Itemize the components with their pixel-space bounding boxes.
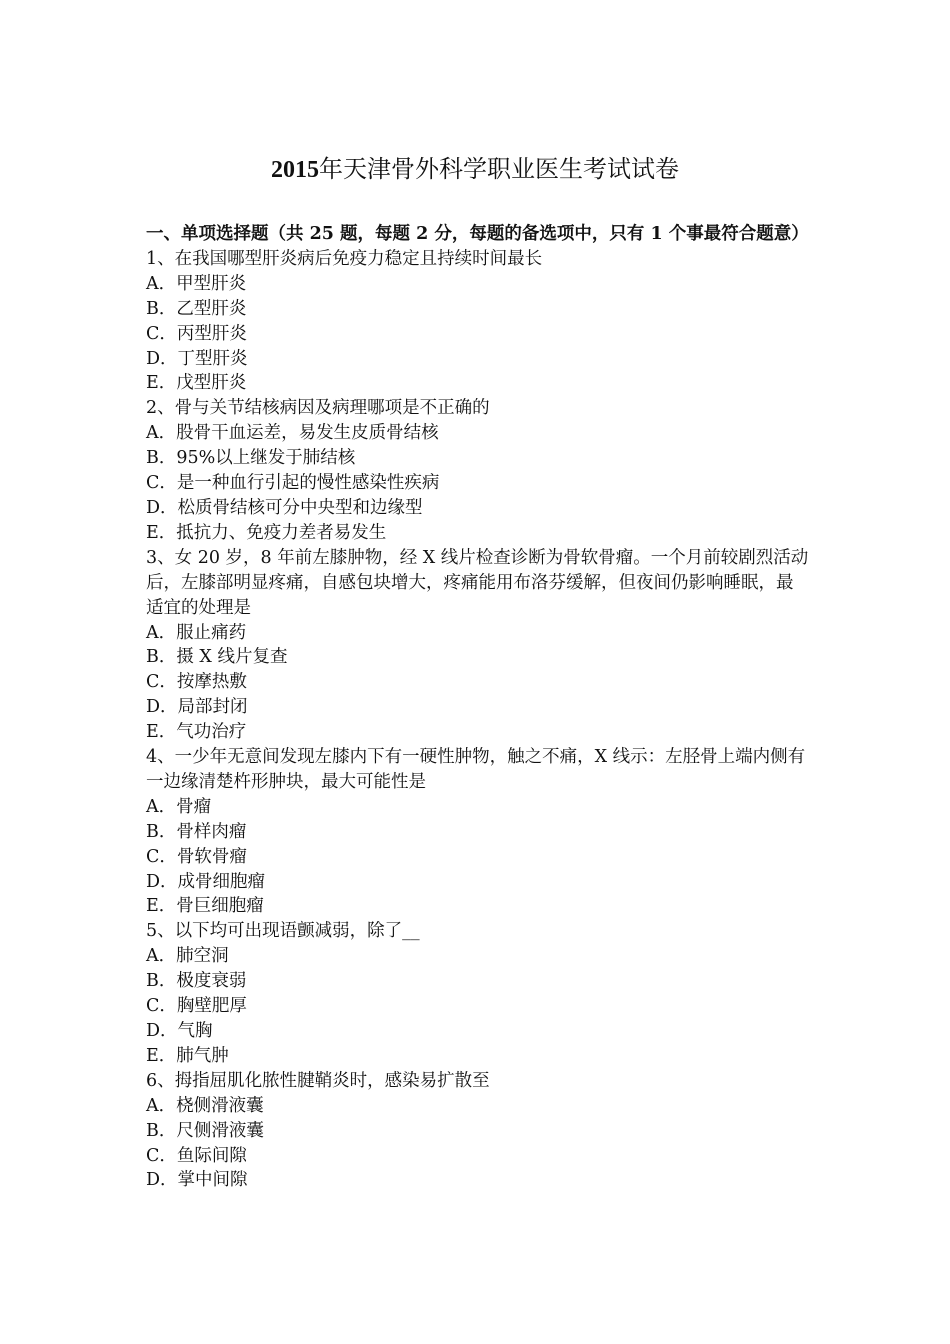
answer-option: D．气胸 [146, 1021, 213, 1041]
answer-option: A．服止痛药 [146, 622, 247, 643]
answer-option: D．松质骨结核可分中央型和边缘型 [146, 497, 423, 518]
answer-option: A．肺空洞 [146, 946, 229, 967]
question-text: 3、女 20 岁，8 年前左膝肿物，经 X 线片检查诊断为骨软骨瘤。一个月前较剧烈活动后，左膝部明显疼痛，自感包块增大，疼痛能用布洛芬缓解，但夜间仍影响睡眠，最适宜的处理是 [146, 547, 809, 618]
question-text: 6、拇指屈肌化脓性腱鞘炎时，感染易扩散至 [146, 1070, 490, 1091]
answer-option: D．局部封闭 [146, 697, 248, 718]
answer-option: B．乙型肝炎 [146, 298, 247, 319]
answer-option: C．骨软骨瘤 [146, 846, 247, 867]
answer-option: E．骨巨细胞瘤 [146, 896, 264, 917]
answer-option: D．成骨细胞瘤 [146, 871, 266, 892]
answer-option: C．胸壁肥厚 [146, 996, 247, 1017]
answer-option: E．气功治疗 [146, 722, 247, 743]
answer-option: A．桡侧滑液囊 [146, 1095, 264, 1116]
answer-option: C．鱼际间隙 [146, 1145, 247, 1166]
answer-option: C．丙型肝炎 [146, 323, 247, 344]
answer-option: B．95%以上继发于肺结核 [146, 448, 356, 469]
answer-option: D．丁型肝炎 [146, 348, 248, 369]
answer-option: A．骨瘤 [146, 796, 212, 817]
answer-option: D．掌中间隙 [146, 1170, 248, 1191]
answer-option: C．是一种血行引起的慢性感染性疾病 [146, 473, 440, 494]
answer-option: B．摄 X 线片复查 [146, 647, 288, 668]
answer-option: B．骨样肉瘤 [146, 821, 247, 842]
answer-option: E．肺气肿 [146, 1045, 229, 1066]
answer-option: B．极度衰弱 [146, 971, 247, 992]
question-text: 5、以下均可出现语颤减弱，除了__ [146, 921, 420, 942]
question-list [146, 247, 810, 1193]
title-year: 2015 [271, 157, 319, 183]
answer-option: A．股骨干血运差，易发生皮质骨结核 [146, 423, 439, 444]
question-text: 4、一少年无意间发现左膝内下有一硬性肿物，触之不痛，X 线示：左胫骨上端内侧有一边缘清楚杵形肿块，最大可能性是 [146, 747, 806, 792]
question-text: 2、骨与关节结核病因及病理哪项是不正确的 [146, 398, 490, 419]
section-heading: 一、单项选择题（共 25 题，每题 2 分，每题的备选项中，只有 1 个事最符合题意） [146, 224, 809, 244]
exam-content [146, 222, 810, 1193]
title-text: 年天津骨外科学职业医生考试试卷 [319, 155, 679, 183]
answer-option: A．甲型肝炎 [146, 273, 247, 294]
answer-option: C．按摩热敷 [146, 672, 247, 693]
page-title [0, 152, 950, 187]
answer-option: B．尺侧滑液囊 [146, 1120, 264, 1141]
question-text: 1、在我国哪型肝炎病后免疫力稳定且持续时间最长 [146, 248, 543, 269]
answer-option: E．戊型肝炎 [146, 373, 247, 394]
answer-option: E．抵抗力、免疫力差者易发生 [146, 522, 387, 543]
